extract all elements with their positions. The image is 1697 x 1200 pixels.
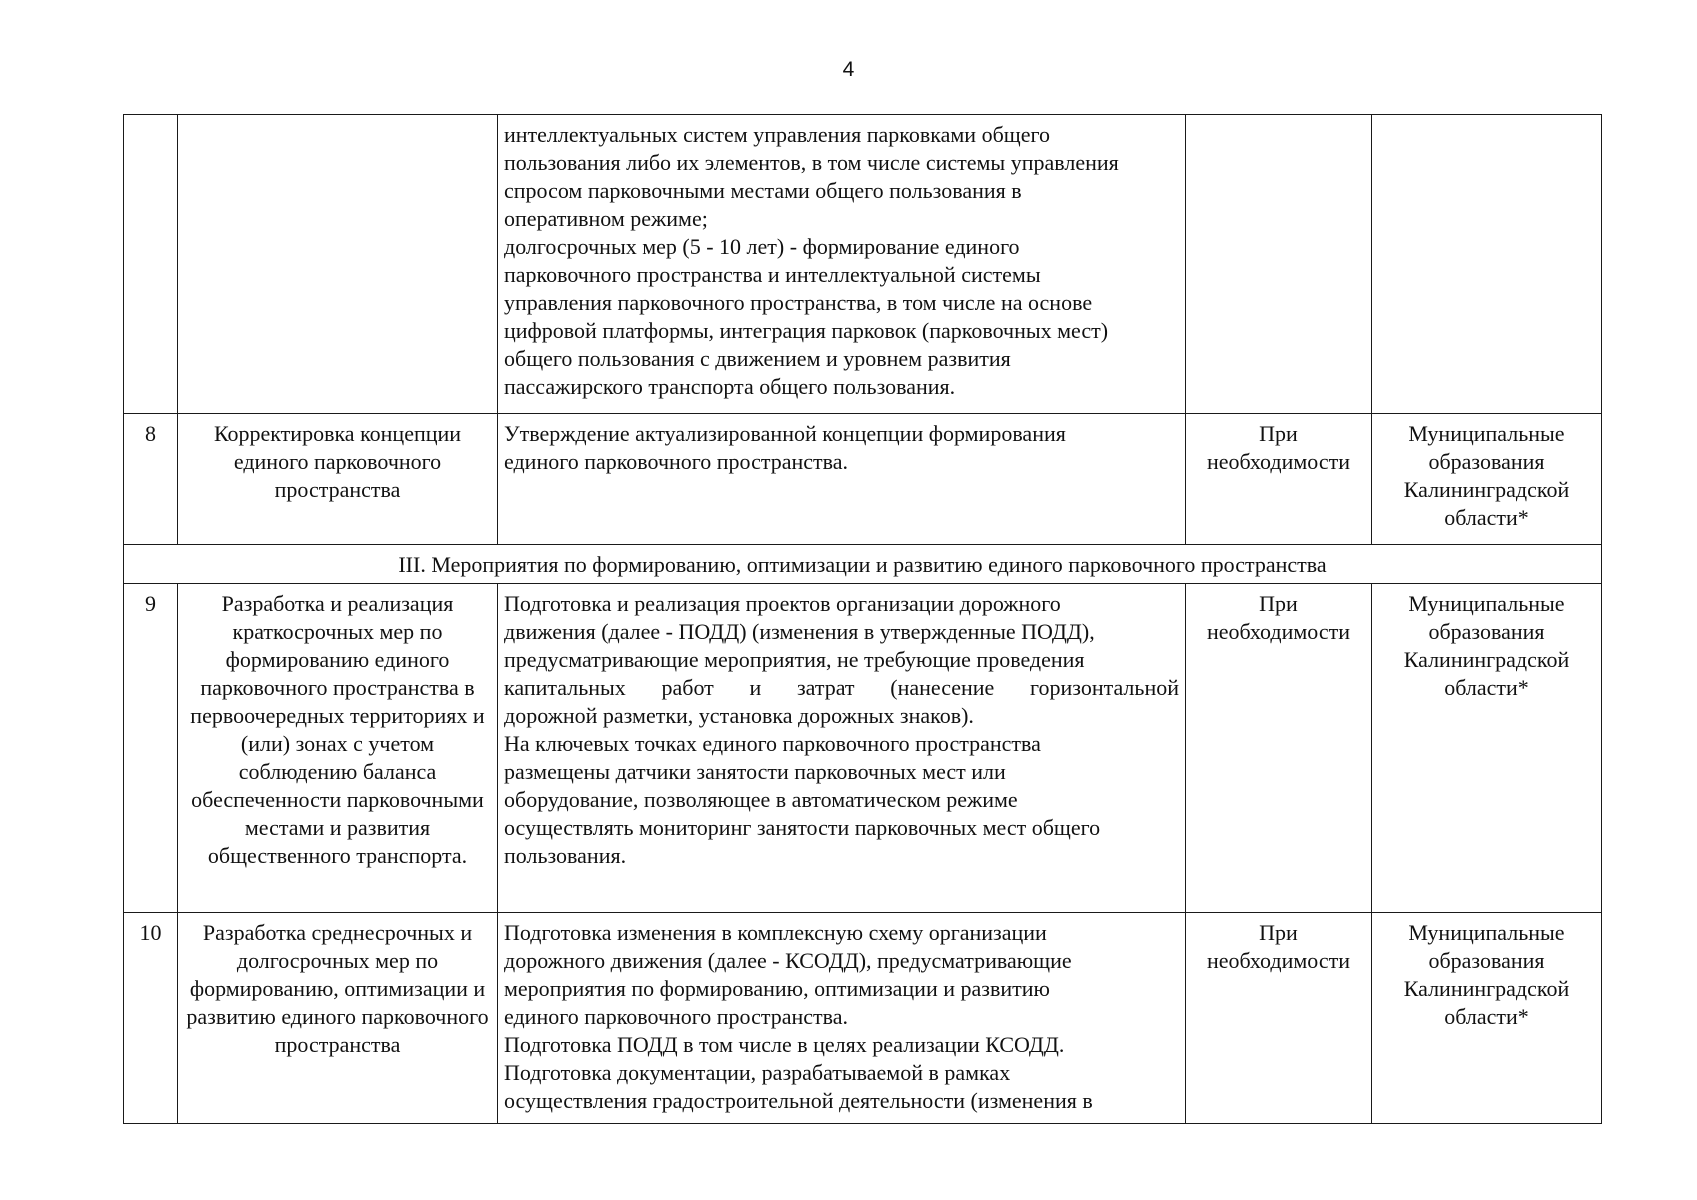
cell-number: 9 [124, 584, 178, 913]
cell-description [498, 414, 1186, 545]
description-line: осуществлять мониторинг занятости парковочных мест общего [504, 815, 1101, 840]
cell-name [178, 115, 498, 414]
description-line: оборудование, позволяющее в автоматическом режиме [504, 787, 1018, 812]
description-line: Утверждение актуализированной концепции формирования [504, 421, 1066, 446]
description-line: единого парковочного пространства. [504, 449, 849, 474]
cell-number [124, 115, 178, 414]
description-line: капитальных работ и затрат (нанесение горизонтальной [504, 675, 1179, 700]
description-line: дорожного движения (далее - КСОДД), предусматривающие [504, 948, 1072, 973]
table-row [124, 414, 1602, 545]
section-heading: III. Мероприятия по формированию, оптимизации и развитию единого парковочного пространства [124, 545, 1602, 584]
description-line: оперативном режиме; [504, 206, 708, 231]
description-line: дорожной разметки, установка дорожных знаков). [504, 703, 974, 728]
cell-responsible: Муниципальные образования Калининградской области* [1372, 414, 1602, 545]
page-number: 4 [842, 58, 855, 81]
description-line: пользования либо их элементов, в том числе системы управления [504, 150, 1119, 175]
description-line: спросом парковочными местами общего пользования в [504, 178, 1022, 203]
description-line: долгосрочных мер (5 - 10 лет) - формирование единого [504, 234, 1020, 259]
description-line: движения (далее - ПОДД) (изменения в утвержденные ПОДД), [504, 619, 1095, 644]
description-line: пассажирского транспорта общего пользования. [504, 374, 956, 399]
section-heading-row [124, 545, 1602, 584]
description-line: интеллектуальных систем управления парковками общего [504, 122, 1050, 147]
cell-number: 10 [124, 913, 178, 1124]
description-line: осуществления градостроительной деятельности (изменения в [504, 1088, 1093, 1113]
cell-term: При необходимости [1186, 913, 1372, 1124]
cell-responsible: Муниципальные образования Калининградской области* [1372, 913, 1602, 1124]
cell-term: При необходимости [1186, 584, 1372, 913]
cell-responsible: Муниципальные образования Калининградской области* [1372, 584, 1602, 913]
description-line: управления парковочного пространства, в том числе на основе [504, 290, 1093, 315]
cell-term: При необходимости [1186, 414, 1372, 545]
cell-description [498, 584, 1186, 913]
table-row [124, 913, 1602, 1124]
description-line: размещены датчики занятости парковочных мест или [504, 759, 1006, 784]
cell-description [498, 913, 1186, 1124]
cell-number: 8 [124, 414, 178, 545]
table-row-continuation [124, 115, 1602, 414]
description-line: Подготовка и реализация проектов организации дорожного [504, 591, 1061, 616]
description-line: Подготовка ПОДД в том числе в целях реализации КСОДД. [504, 1032, 1065, 1057]
description-line: Подготовка изменения в комплексную схему организации [504, 920, 1047, 945]
cell-name: Корректировка концепции единого парковочного пространства [178, 414, 498, 545]
cell-responsible [1372, 115, 1602, 414]
table-row [124, 584, 1602, 913]
description-line: единого парковочного пространства. [504, 1004, 849, 1029]
description-line: мероприятия по формированию, оптимизации и развитию [504, 976, 1050, 1001]
description-line: На ключевых точках единого парковочного пространства [504, 731, 1041, 756]
cell-description [498, 115, 1186, 414]
description-line: общего пользования с движением и уровнем развития [504, 346, 1011, 371]
description-line: цифровой платформы, интеграция парковок (парковочных мест) [504, 318, 1109, 343]
description-line: пользования. [504, 843, 627, 868]
cell-name: Разработка и реализация краткосрочных мер по формированию единого парковочного пространства в первоочередных территориях и (или) зонах с учетом соблюдению баланса обеспеченности парковочными местами и развития общественного транспорта. [178, 584, 498, 913]
measures-table [123, 114, 1602, 1124]
cell-name: Разработка среднесрочных и долгосрочных мер по формированию, оптимизации и развитию единого парковочного пространства [178, 913, 498, 1124]
description-line: Подготовка документации, разрабатываемой в рамках [504, 1060, 1011, 1085]
description-line: предусматривающие мероприятия, не требующие проведения [504, 647, 1085, 672]
description-line: парковочного пространства и интеллектуальной системы [504, 262, 1041, 287]
cell-term [1186, 115, 1372, 414]
